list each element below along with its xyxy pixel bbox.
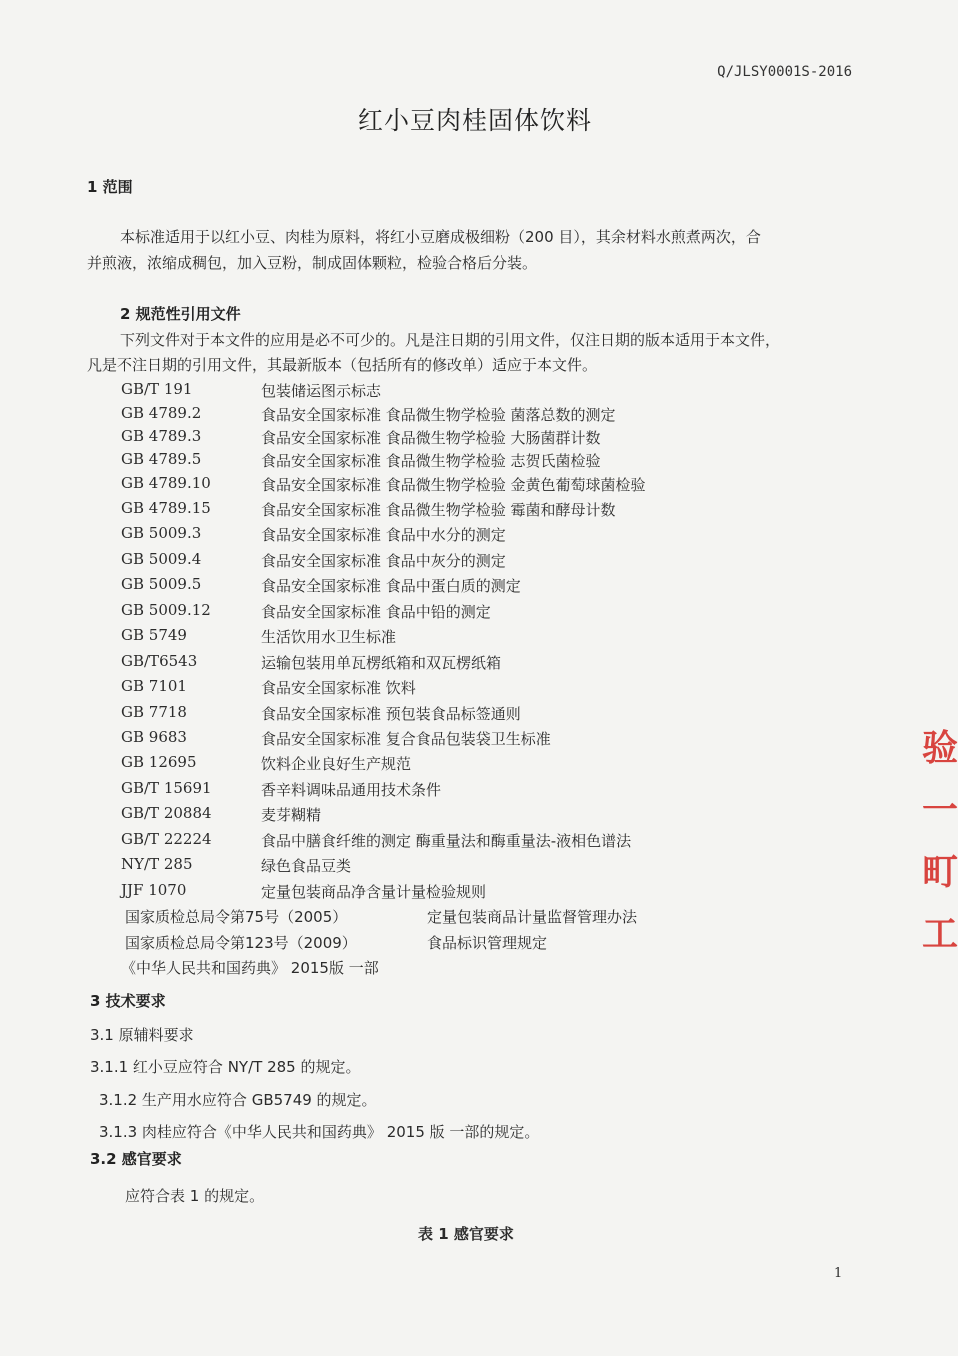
scope-text-line-1: 本标准适用于以红小豆、肉桂为原料，将红小豆磨成极细粉（200 目），其余材料水煎煮两次，合 bbox=[120, 228, 761, 246]
ref-title: 食品安全国家标准 食品微生物学检验 菌落总数的测定 bbox=[261, 406, 616, 424]
clause-3-2: 3.2 感官要求 bbox=[90, 1150, 182, 1168]
ref-code: GB 4789.5 bbox=[121, 450, 202, 468]
ref-title: 生活饮用水卫生标准 bbox=[261, 628, 397, 646]
ref-title: 包装储运图示标志 bbox=[261, 382, 382, 400]
section-2-heading: 2 规范性引用文件 bbox=[120, 305, 241, 323]
document-number: Q/JLSY0001S-2016 bbox=[717, 64, 852, 80]
table-1-caption: 表 1 感官要求 bbox=[418, 1225, 514, 1243]
references-intro-line-2: 凡是不注日期的引用文件，其最新版本（包括所有的修改单）适应于本文件。 bbox=[87, 356, 598, 374]
clause-3-2-text: 应符合表 1 的规定。 bbox=[125, 1187, 265, 1205]
ref-code: GB/T6543 bbox=[121, 652, 198, 670]
ref-title: 食品安全国家标准 食品微生物学检验 大肠菌群计数 bbox=[261, 429, 601, 447]
ref-title: 食品安全国家标准 饮料 bbox=[261, 679, 416, 697]
ref-title: 食品安全国家标准 食品中铅的测定 bbox=[261, 603, 491, 621]
ref-code: JJF 1070 bbox=[121, 881, 187, 899]
ref-code: GB 7718 bbox=[121, 703, 187, 721]
ref-code: GB/T 15691 bbox=[121, 779, 212, 797]
ref-title: 食品安全国家标准 食品微生物学检验 霉菌和酵母计数 bbox=[261, 501, 616, 519]
ref-code: GB 4789.3 bbox=[121, 427, 202, 445]
scope-text-line-2: 并煎液，浓缩成稠包，加入豆粉，制成固体颗粒，检验合格后分装。 bbox=[87, 254, 538, 272]
ref-title: 麦芽糊精 bbox=[261, 806, 322, 824]
ref-title: 饮料企业良好生产规范 bbox=[261, 755, 412, 773]
ref-title: 绿色食品豆类 bbox=[261, 857, 352, 875]
ref-title: 食品安全国家标准 复合食品包装袋卫生标准 bbox=[261, 730, 551, 748]
section-1-heading: 1 范围 bbox=[87, 178, 133, 196]
ref-code: GB/T 20884 bbox=[121, 804, 212, 822]
ref-code: GB 5009.5 bbox=[121, 575, 202, 593]
pharmacopoeia-reference: 《中华人民共和国药典》 2015版 一部 bbox=[121, 959, 379, 977]
regulation-code: 国家质检总局令第123号（2009） bbox=[125, 934, 357, 952]
ref-title: 食品安全国家标准 食品微生物学检验 金黄色葡萄球菌检验 bbox=[261, 476, 646, 494]
clause-3-1: 3.1 原辅料要求 bbox=[90, 1026, 194, 1044]
clause-3-1-3: 3.1.3 肉桂应符合《中华人民共和国药典》 2015 版 一部的规定。 bbox=[99, 1123, 540, 1141]
ref-title: 定量包装商品净含量计量检验规则 bbox=[261, 883, 487, 901]
ref-code: GB 4789.2 bbox=[121, 404, 202, 422]
regulation-code: 国家质检总局令第75号（2005） bbox=[125, 908, 348, 926]
clause-3-1-1: 3.1.1 红小豆应符合 NY/T 285 的规定。 bbox=[90, 1058, 361, 1076]
regulation-title: 食品标识管理规定 bbox=[427, 934, 548, 952]
ref-code: GB 7101 bbox=[121, 677, 187, 695]
ref-title: 食品安全国家标准 食品微生物学检验 志贺氏菌检验 bbox=[261, 452, 601, 470]
ref-code: NY/T 285 bbox=[121, 855, 193, 873]
section-3-heading: 3 技术要求 bbox=[90, 992, 166, 1010]
ref-code: GB 5009.3 bbox=[121, 524, 202, 542]
ref-title: 食品安全国家标准 食品中灰分的测定 bbox=[261, 552, 506, 570]
ref-code: GB 5009.4 bbox=[121, 550, 202, 568]
document-title: 红小豆肉桂固体饮料 bbox=[357, 106, 592, 135]
regulation-title: 定量包装商品计量监督管理办法 bbox=[427, 908, 638, 926]
stamp-text: 验 一 町 工 bbox=[922, 728, 958, 955]
ref-title: 香辛料调味品通用技术条件 bbox=[261, 781, 442, 799]
clause-3-1-2: 3.1.2 生产用水应符合 GB5749 的规定。 bbox=[99, 1091, 377, 1109]
red-seal-stamp bbox=[920, 718, 958, 955]
ref-code: GB/T 22224 bbox=[121, 830, 212, 848]
ref-title: 食品中膳食纤维的测定 酶重量法和酶重量法-液相色谱法 bbox=[261, 832, 632, 850]
ref-title: 食品安全国家标准 食品中水分的测定 bbox=[261, 526, 506, 544]
page-number: 1 bbox=[834, 1266, 843, 1281]
ref-code: GB/T 191 bbox=[121, 380, 193, 398]
ref-title: 运输包装用单瓦楞纸箱和双瓦楞纸箱 bbox=[261, 654, 502, 672]
ref-code: GB 9683 bbox=[121, 728, 187, 746]
ref-code: GB 5009.12 bbox=[121, 601, 211, 619]
ref-code: GB 4789.10 bbox=[121, 474, 211, 492]
ref-code: GB 4789.15 bbox=[121, 499, 211, 517]
ref-code: GB 12695 bbox=[121, 753, 197, 771]
ref-title: 食品安全国家标准 预包装食品标签通则 bbox=[261, 705, 521, 723]
references-intro-line-1: 下列文件对于本文件的应用是必不可少的。凡是注日期的引用文件，仅注日期的版本适用于本文件， bbox=[120, 331, 781, 349]
ref-title: 食品安全国家标准 食品中蛋白质的测定 bbox=[261, 577, 521, 595]
ref-code: GB 5749 bbox=[121, 626, 187, 644]
